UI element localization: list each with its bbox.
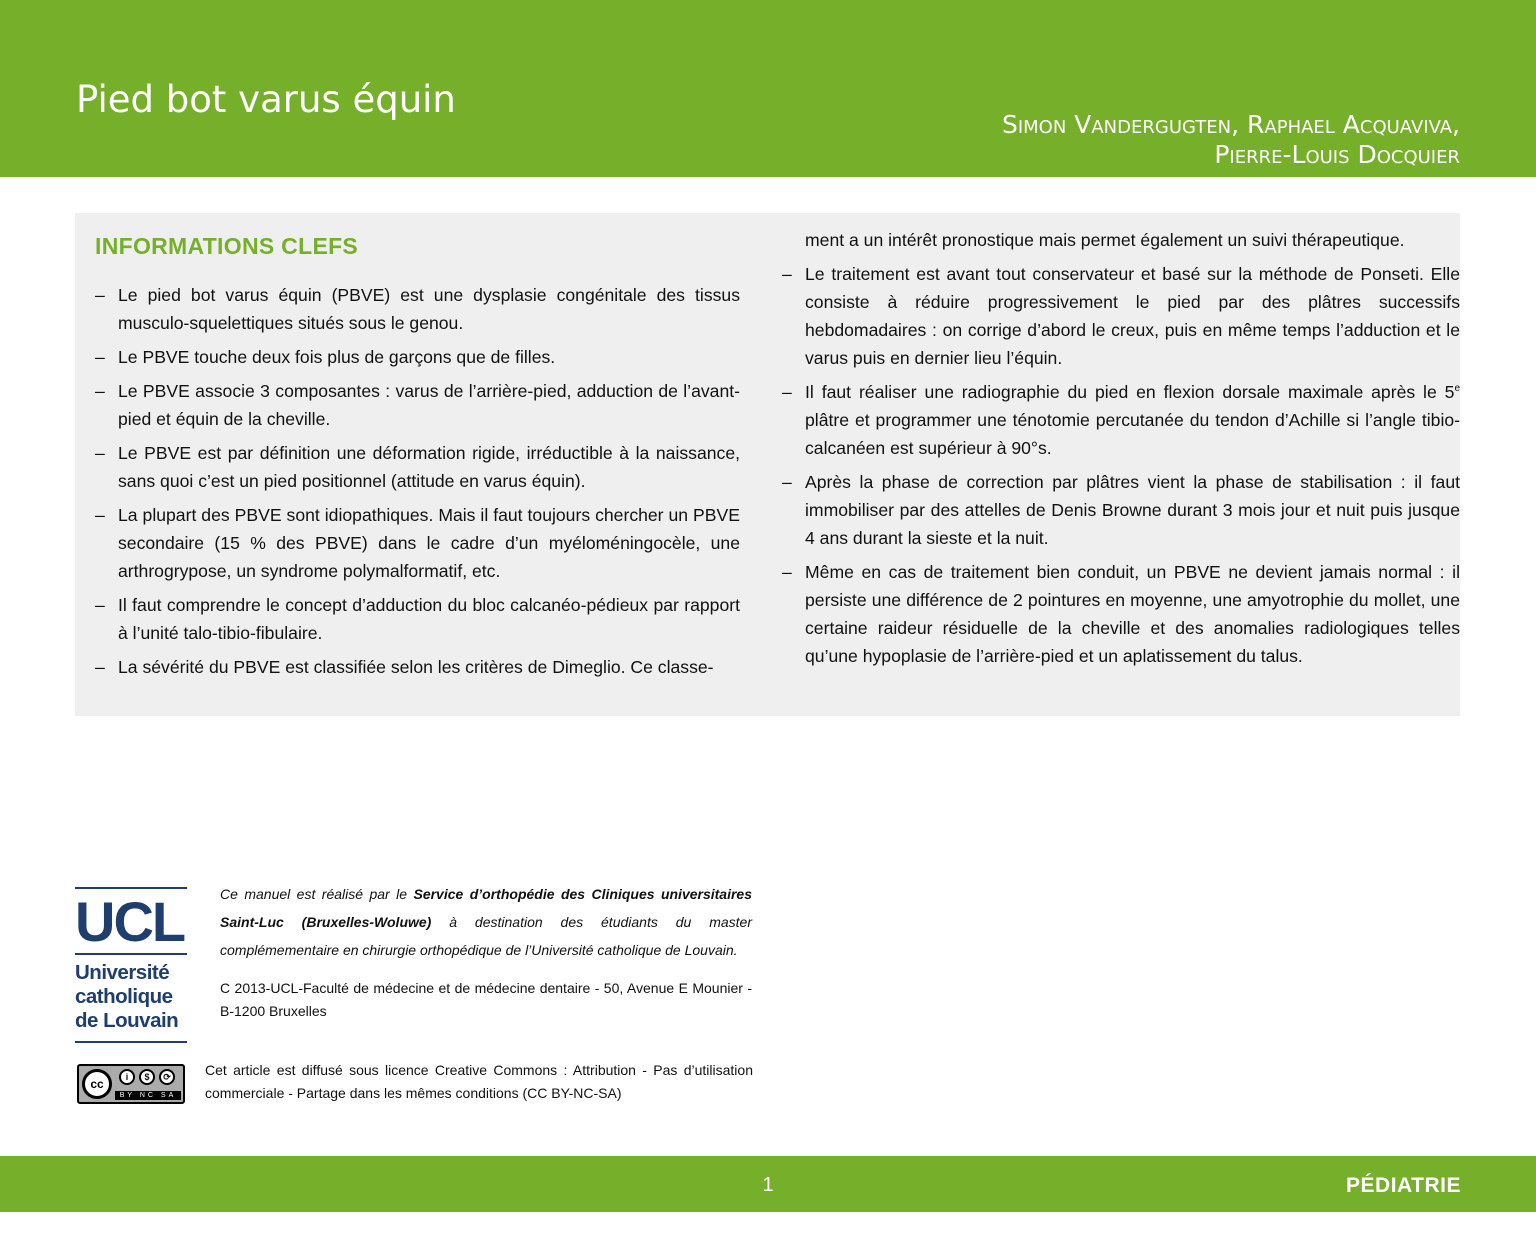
credit-text: à destination des étudiants du master complémementaire en chirurgie orthopédique de l’Université catholique de Louvain. (220, 914, 753, 958)
key-info-continuation: ment a un intérêt pronostique mais permet également un suivi thérapeutique. (805, 230, 1405, 250)
logo-line-2: catholique (75, 985, 173, 1008)
ucl-logo (75, 887, 187, 1043)
key-info-item: – Le PBVE touche deux fois plus de garçons que de filles. (95, 343, 740, 371)
creative-commons-badge[interactable] (77, 1064, 185, 1104)
key-information-heading: INFORMATIONS CLEFS (95, 233, 359, 259)
license-strip: BY NC SA (115, 1091, 181, 1100)
key-info-item-text: plâtre et programmer une ténotomie percutanée du tendon d’Achille si l’angle tibio-calcanéen est supérieur à 90°s. (805, 410, 1460, 458)
page-number: 1 (762, 1174, 774, 1196)
key-info-item: – Même en cas de traitement bien conduit, un PBVE ne devient jamais normal : il persiste une différence de 2 pointures en moyenne, une amyotrophie du mollet, une certaine raideur résiduelle de la cheville et des anomalies radiologiques telles qu’une hypoplasie de l’arrière-pied et un aplatissement du talus. (782, 558, 1460, 670)
logo-acronym: UCL (75, 890, 185, 953)
credit-text: Ce manuel est réalisé par le (220, 886, 414, 902)
footer-bar (0, 1156, 1536, 1212)
key-info-item: – Après la phase de correction par plâtres vient la phase de stabilisation : il faut immobiliser par des attelles de Denis Browne durant 3 mois jour et nuit puis jusque 4 ans durant la sieste et la nuit. (782, 468, 1460, 552)
authors-line-1: Simon Vandergugten, Raphael Acquaviva, (1001, 110, 1460, 139)
key-info-item: – Le PBVE associe 3 composantes : varus de l’arrière-pied, adduction de l’avant-pied et équin de la cheville. (95, 377, 740, 433)
logo-rule-top (75, 887, 187, 889)
sharealike-icon: ⟳ (159, 1069, 175, 1085)
manual-credit (220, 880, 752, 964)
key-info-item: – La plupart des PBVE sont idiopathiques. Mais il faut toujours chercher un PBVE secondaire (15 % des PBVE) dans le cadre d’un myéloméningocèle, une arthrogrypose, un syndrome polymalformatif, etc. (95, 501, 740, 585)
logo-line-3: de Louvain (75, 1009, 179, 1032)
logo-line-1: Université (75, 961, 170, 984)
license-text: Cet article est diffusé sous licence Creative Commons : Attribution - Pas d’utilisation commerciale - Partage dans les mêmes conditions (CC BY-NC-SA) (205, 1062, 753, 1101)
key-information-box (75, 213, 1460, 716)
logo-university-name (75, 961, 187, 1033)
key-info-item: – Le traitement est avant tout conservateur et basé sur la méthode de Ponseti. Elle consiste à réduire progressivement le pied par des plâtres successifs hebdomadaires : on corrige d’abord le creux, puis en même temps l’adduction et le varus puis en dernier lieu l’équin. (782, 260, 1460, 372)
authors-line-2: Pierre-Louis Docquier (1214, 140, 1460, 169)
logo-rule-bottom (75, 1041, 187, 1043)
section-label: PÉDIATRIE (1346, 1174, 1461, 1197)
noncommercial-icon: $ (139, 1069, 155, 1085)
superscript: e (1454, 383, 1460, 395)
authors (1002, 110, 1460, 170)
logo-rule-middle (75, 953, 187, 955)
key-info-item: – Il faut comprendre le concept d’adduction du bloc calcanéo-pédieux par rapport à l’unité talo-tibio-fibulaire. (95, 591, 740, 647)
key-info-left-column (95, 281, 740, 687)
key-info-item: – Le PBVE est par définition une déformation rigide, irréductible à la naissance, sans quoi c’est un pied positionnel (attitude en varus équin). (95, 439, 740, 495)
key-info-item-text: Il faut réaliser une radiographie du pied en flexion dorsale maximale après le 5 (805, 382, 1455, 402)
copyright-notice: C 2013-UCL-Faculté de médecine et de médecine dentaire - 50, Avenue E Mounier - B-1200 Bruxelles (220, 980, 752, 1019)
key-info-item: – La sévérité du PBVE est classifiée selon les critères de Dimeglio. Ce classe- (95, 653, 740, 681)
attribution-icon: i (119, 1069, 135, 1085)
credit-institution: Service d’orthopédie des Cliniques universitaires Saint-Luc (Bruxelles-Woluwe) (220, 886, 752, 930)
key-info-item (782, 378, 1460, 462)
header-banner (0, 0, 1536, 177)
cc-icon: cc (82, 1069, 112, 1099)
key-info-item: – Le pied bot varus équin (PBVE) est une dysplasie congénitale des tissus musculo-squelettiques situés sous le genou. (95, 281, 740, 337)
document-title: Pied bot varus équin (76, 78, 456, 121)
key-info-right-column (782, 226, 1460, 676)
